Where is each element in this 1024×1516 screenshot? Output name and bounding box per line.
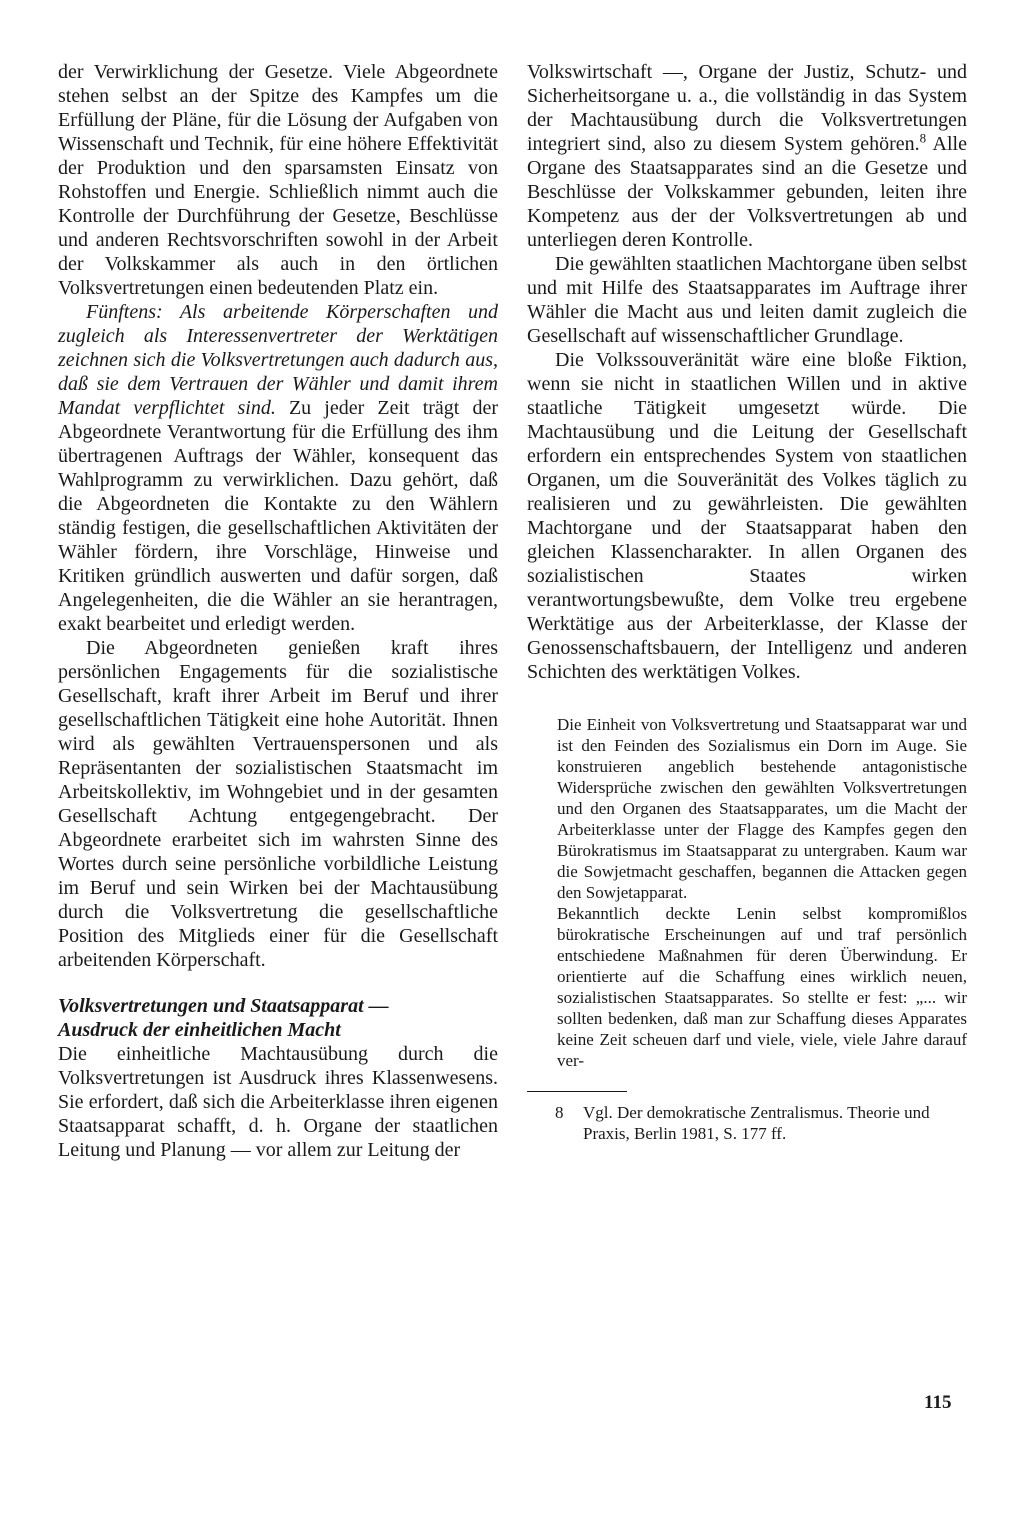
paragraph-left-3: Die Abgeordneten genießen kraft ihres persönlichen Engagements für die sozialistische Gesellschaft, kraft ihrer Arbeit im Beruf und ihrer gesellschaftlichen Tätigkeit eine hohe Autorität. Ihnen wird als gewählten Vertrauenspersonen und als Repräsentanten der sozialistischen Staatsmacht im Arbeitskollektiv, im Wohngebiet und in der gesamten Gesellschaft Achtung entgegengebracht. Der Abgeordnete erarbeitet sich im wahrsten Sinne des Wortes durch seine persönliche vorbildliche Leistung im Beruf und sein Wirken bei der Machtausübung durch die Volksvertretung die gesellschaftliche Position des Mitglieds einer für die Gesellschaft arbeitenden Körperschaft. [58, 637, 498, 971]
footnote-reference: 8 [919, 130, 927, 146]
paragraph-right-1-b: Alle Organe des Staatsapparates sind an die Gesetze und Beschlüsse der Volkskammer gebunden, leiten ihre Kompetenz aus der der Volksvertretungen ab und unterliegen deren Kontrolle. [527, 133, 967, 251]
paragraph-left-1: der Verwirklichung der Gesetze. Viele Abgeordnete stehen selbst an der Spitze des Kampfes um die Erfüllung der Pläne, für die Lösung der Aufgaben von Wissenschaft und Technik, für eine höhere Effektivität der Produktion und den sparsamsten Einsatz von Rohstoffen und Energie. Schließlich nimmt auch die Kontrolle der Durchführung der Gesetze, Beschlüsse und anderen Rechtsvorschriften sowohl in der Arbeit der Volkskammer als auch in den örtlichen Volksvertretungen einen bedeutenden Platz ein. [58, 61, 498, 299]
paragraph-left-2-italic: Fünftens: Als arbeitende Körperschaften und zugleich als Interessenvertreter der Werktätigen zeichnen sich die Volksvertretungen auch dadurch aus, daß sie dem Vertrauen der Wähler und damit ihrem Mandat verpflichtet sind. [58, 301, 498, 419]
paragraph-left-2-rest: Zu jeder Zeit trägt der Abgeordnete Verantwortung für die Erfüllung des ihm übertragenen Auftrags der Wähler, konsequent das Wahlprogramm zu verwirklichen. Dazu gehört, daß die Abgeordneten die Kontakte zu den Wählern ständig festigen, die gesellschaftlichen Aktivitäten der Wähler fördern, ihre Vorschläge, Hinweise und Kritiken gründlich auswerten und dafür sorgen, daß Angelegenheiten, die die Wähler an sie herantragen, exakt bearbeitet und erledigt werden. [58, 397, 498, 635]
section-heading-line-2: Ausdruck der einheitlichen Macht [58, 1019, 341, 1041]
left-column [58, 60, 498, 1162]
quote-paragraph-2: Bekanntlich deckte Lenin selbst kompromißlos bürokratische Erscheinungen auf und traf persönlich entschiedene Maßnahmen für deren Überwindung. Er orientierte auf die Schaffung eines wirklich neuen, sozialistischen Staatsapparates. So stellte er fest: „... wir sollten bedenken, daß man zur Schaffung dieses Apparates keine Zeit scheuen darf und viele, viele, viele Jahre darauf ver- [557, 904, 967, 1070]
footnote-number: 8 [555, 1103, 564, 1122]
paragraph-right-3: Die Volkssouveränität wäre eine bloße Fiktion, wenn sie nicht in staatlichen Willen und in aktive staatliche Tätigkeit umgesetzt würde. Die Machtausübung und die Leitung der Gesellschaft erfordern ein entsprechendes System von staatlichen Organen, um die Souveränität des Volkes täglich zu realisieren und zu gewährleisten. Die gewählten Machtorgane und der Staatsapparat haben den gleichen Klassencharakter. In allen Organen des sozialistischen Staates wirken verantwortungsbewußte, dem Volke treu ergebene Werktätige aus der Arbeiterklasse, der Klasse der Genossenschaftsbauern, der Intelligenz und anderen Schichten des werktätigen Volkes. [527, 349, 967, 683]
footnote [555, 1102, 967, 1144]
section-heading-line-1: Volksvertretungen und Staatsapparat — [58, 995, 389, 1017]
footnote-text: Vgl. Der demokratische Zentralismus. Theorie und Praxis, Berlin 1981, S. 177 ff. [583, 1103, 930, 1143]
paragraph-right-1 [527, 60, 967, 252]
paragraph-right-1-a: Volkswirtschaft —, Organe der Justiz, Schutz- und Sicherheitsorgane u. a., die vollständig in das System der Machtausübung durch die Volksvertretungen integriert sind, also zu diesem System gehören. [527, 61, 967, 155]
page-number: 115 [924, 1392, 952, 1413]
footnote-divider [527, 1091, 627, 1092]
quote-paragraph-1: Die Einheit von Volksvertretung und Staatsapparat war und ist den Feinden des Sozialismus ein Dorn im Auge. Sie konstruieren angeblich bestehende antagonistische Widersprüche zwischen den gewählten Volksvertretungen und den Organen des Staatsapparates, um die Macht der Arbeiterklasse unter der Flagge des Kampfes gegen den Bürokratismus im Staatsapparat zu untergraben. Kaum war die Sowjetmacht geschaffen, begannen die Attacken gegen den Sowjetapparat. [557, 715, 967, 902]
paragraph-left-2 [58, 300, 498, 636]
paragraph-right-2: Die gewählten staatlichen Machtorgane üben selbst und mit Hilfe des Staatsapparates im Auftrage ihrer Wähler die Macht aus und leiten damit zugleich die Gesellschaft auf wissenschaftlicher Grundlage. [527, 253, 967, 347]
paragraph-left-4: Die einheitliche Machtausübung durch die Volksvertretungen ist Ausdruck ihres Klassenwesens. Sie erfordert, daß sich die Arbeiterklasse ihren eigenen Staatsapparat schafft, d. h. Organe der staatlichen Leitung und Planung — vor allem zur Leitung der [58, 1043, 498, 1161]
right-column [527, 60, 967, 1144]
section-heading [58, 994, 498, 1042]
quote-block [557, 714, 967, 1071]
